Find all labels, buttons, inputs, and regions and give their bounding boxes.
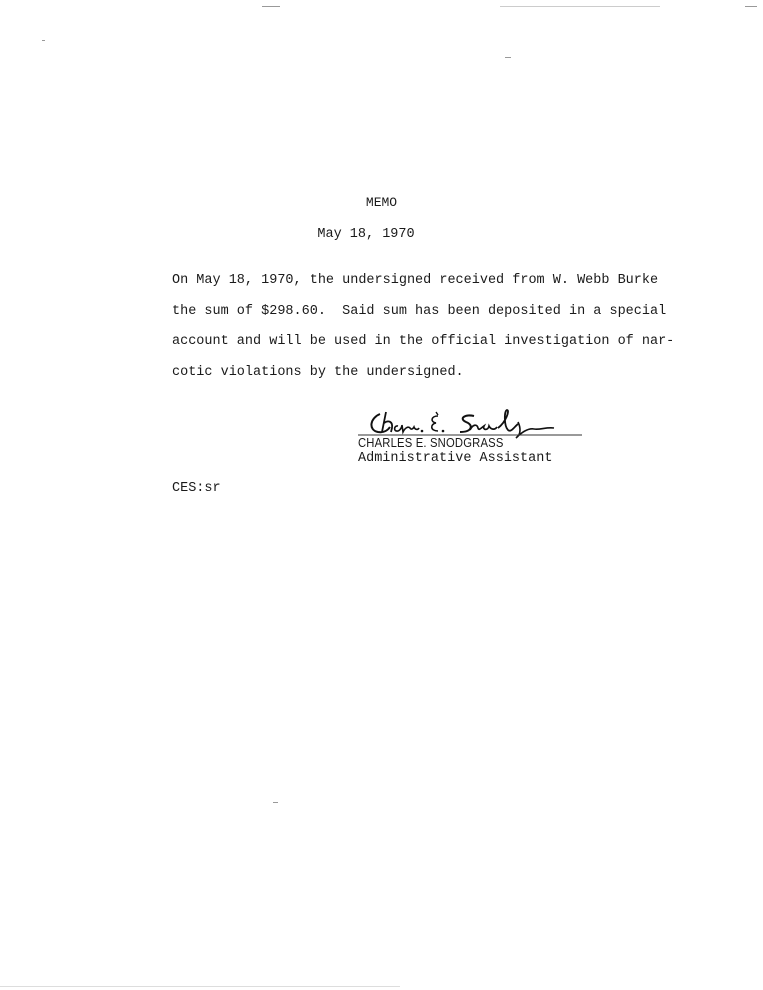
scan-speck — [273, 802, 278, 803]
memo-title: MEMO — [365, 195, 398, 210]
scan-speck — [0, 986, 400, 987]
body-line: the sum of $298.60. Said sum has been deposited in a special — [172, 303, 667, 319]
scan-speck — [500, 6, 660, 7]
scan-speck — [42, 40, 45, 41]
memo-date: May 18, 1970 — [317, 227, 415, 242]
scan-speck — [262, 6, 280, 7]
body-line: On May 18, 1970, the undersigned received from W. Webb Burke — [172, 273, 659, 288]
reference-initials: CES:sr — [172, 481, 221, 496]
body-line: cotic violations by the undersigned. — [172, 364, 464, 380]
scan-speck — [745, 6, 757, 7]
signer-name: CHARLES E. SNODGRASS — [358, 436, 504, 450]
memo-body — [172, 266, 675, 388]
signer-title: Administrative Assistant — [358, 451, 553, 466]
scan-speck — [505, 57, 511, 58]
body-line: account and will be used in the official investigation of nar- — [172, 334, 675, 349]
